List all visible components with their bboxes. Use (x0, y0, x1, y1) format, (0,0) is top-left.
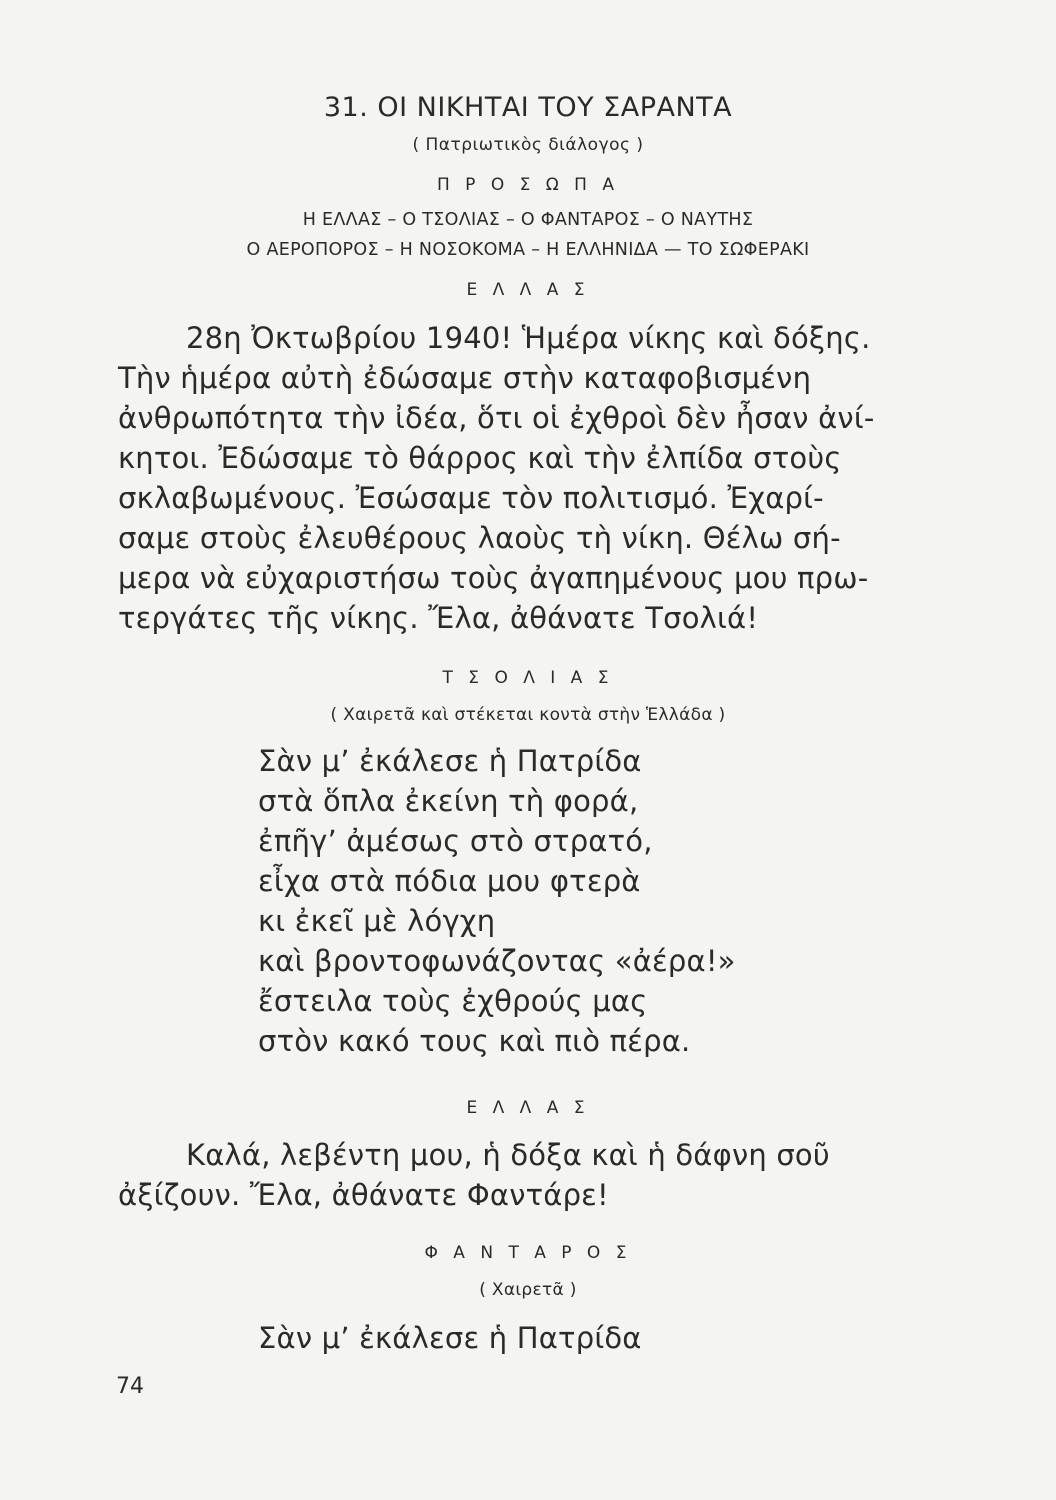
verse-line: κι ἐκεῖ μὲ λόγχη (258, 904, 496, 938)
text-line: τεργάτες τῆς νίκης. Ἔλα, ἀθάνατε Τσολιά! (118, 601, 759, 635)
text-line: ἀνθρωπότητα τὴν ἰδέα, ὅτι οἱ ἐχθροὶ δὲν ἦσαν ἀνί- (118, 401, 875, 435)
stage-direction: ( Χαιρετᾶ καὶ στέκεται κοντὰ στὴν Ἑλλάδα ) (330, 705, 726, 725)
text-line: 28η Ὀκτωβρίου 1940! Ἡμέρα νίκης καὶ δόξης. (186, 321, 871, 355)
speaker-name-ellas-2: Ε Λ Λ Α Σ (466, 1098, 590, 1118)
speaker-name-tsolias: Τ Σ Ο Λ Ι Α Σ (442, 668, 614, 688)
verse-line: στὰ ὅπλα ἐκείνη τὴ φορά, (258, 784, 639, 818)
verse-fantaros (258, 1318, 642, 1358)
text-line: Τὴν ἡμέρα αὐτὴ ἐδώσαμε στὴν καταφοβισμένη (118, 361, 812, 395)
text-line: σκλαβωμένους. Ἐσώσαμε τὸν πολιτισμό. Ἐχαρί- (118, 481, 824, 515)
verse-line: καὶ βροντοφωνάζοντας «ἀέρα!» (258, 944, 736, 978)
verse-tsolias (258, 741, 736, 1061)
text-line: σαμε στοὺς ἐλευθέρους λαοὺς τὴ νίκη. Θέλω σή- (118, 521, 841, 555)
chapter-title: 31. ΟΙ ΝΙΚΗΤΑΙ ΤΟΥ ΣΑΡΑΝΤΑ (323, 92, 733, 123)
verse-line: εἶχα στὰ πόδια μου φτερὰ (258, 864, 641, 898)
dialogue-ellas-1 (118, 318, 958, 638)
speaker-name-ellas: Ε Λ Λ Α Σ (466, 280, 590, 300)
stage-direction: ( Χαιρετᾶ ) (479, 1280, 577, 1300)
verse-line: Σὰν μ’ ἐκάλεσε ἡ Πατρίδα (258, 1321, 642, 1355)
cast-line-1: Η ΕΛΛΑΣ – Ο ΤΣΟΛΙΑΣ – Ο ΦΑΝΤΑΡΟΣ – Ο ΝΑΥΤΗΣ (302, 210, 754, 230)
verse-line: Σὰν μ’ ἐκάλεσε ἡ Πατρίδα (258, 744, 642, 778)
text-line: ἀξίζουν. Ἔλα, ἀθάνατε Φαντάρε! (118, 1178, 609, 1212)
verse-line: ἐπῆγ’ ἀμέσως στὸ στρατό, (258, 824, 653, 858)
verse-line: στὸν κακό τους καὶ πιὸ πέρα. (258, 1024, 691, 1058)
verse-line: ἔστειλα τοὺς ἐχθρούς μας (258, 984, 648, 1018)
text-line: Καλά, λεβέντη μου, ἡ δόξα καὶ ἡ δάφνη σοῦ (186, 1138, 830, 1172)
page-number: 74 (116, 1374, 144, 1399)
dialogue-ellas-2 (118, 1135, 958, 1215)
cast-line-2: Ο ΑΕΡΟΠΟΡΟΣ – Η ΝΟΣΟΚΟΜΑ – Η ΕΛΛΗΝΙΔΑ — ΤΟ ΣΩΦΕΡΑΚΙ (246, 240, 810, 260)
persons-heading: Π Ρ Ο Σ Ω Π Α (437, 175, 619, 195)
speaker-name-fantaros: Φ Α Ν Τ Α Ρ Ο Σ (424, 1243, 632, 1263)
chapter-subtitle: ( Πατριωτικὸς διάλογος ) (412, 135, 644, 155)
text-line: κητοι. Ἐδώσαμε τὸ θάρρος καὶ τὴν ἐλπίδα στοὺς (118, 441, 842, 475)
text-line: μερα νὰ εὐχαριστήσω τοὺς ἀγαπημένους μου πρω- (118, 561, 869, 595)
